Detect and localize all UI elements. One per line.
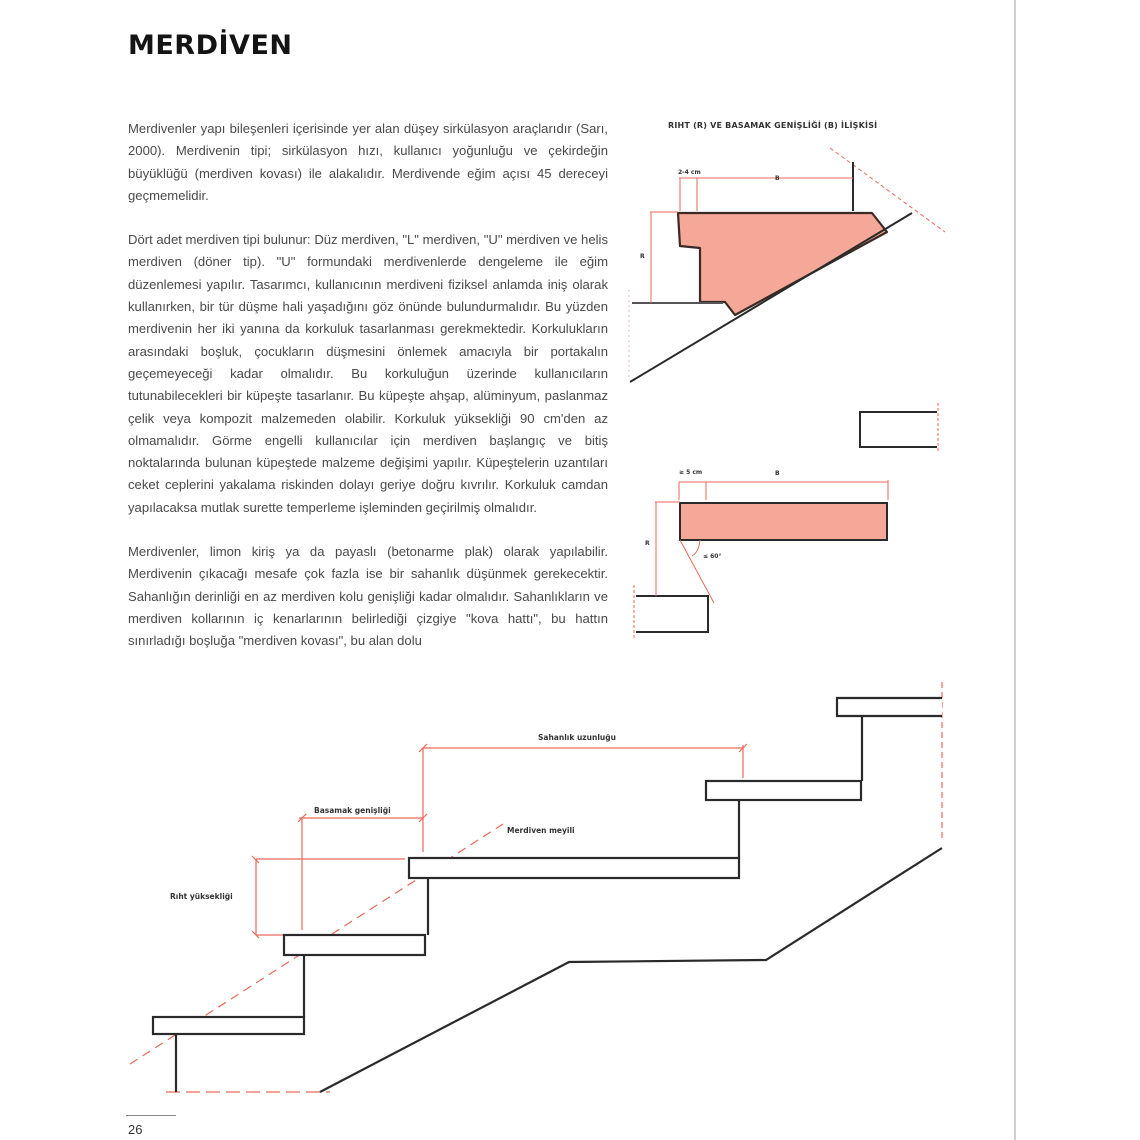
tread-label-2: B [775,470,780,477]
nosing-label-2: ≥ 5 cm [679,469,703,476]
page-title: MERDİVEN [128,30,293,61]
tread-label-1: B [775,175,780,182]
riser-height-label: Rıht yüksekliği [170,892,233,901]
angle-label: ≤ 60° [703,553,722,560]
stair-section [130,682,942,1092]
paragraph-types: Dört adet merdiven tipi bulunur: Düz merdiven, "L" merdiven, "U" merdiven ve helis merdiven (döner tip). "U" formundaki merdivenlerde dengeleme ile eğim düzenlemesi yapılır. Tasarımcı, kullanıcının merdiveni fiziksel anlamda iniş olarak kullanırken, bir tür düşme hali yaşadığını göz önünde bulundurmalıdır. Bu yüzden merdivenin her iki yanına da korkuluk tasarlanması gerekmektedir. Korkulukların arasındaki boşluk, çocukların düşmesini önlemek amacıyla bir portakalın geçemeyeceği kadar olmalıdır. Bu korkuluğun üzerinde kullanıcıların tutunabilecekleri bir küpeşte tasarlanır. Bu küpeşte ahşap, alüminyum, paslanmaz çelik veya kompozit malzemeden olabilir. Korkuluk yüksekliği 90 cm'den az olmamalıdır. Görme engelli kullanıcılar için merdiven başlangıç ve bitiş noktalarında bulunan küpeştede malzeme değişimi yapılır. Küpeştelerin uzantıları ceket ceplerini yakalama riskinden dolayı geriye doğru kıvrılır. Korkuluk camdan yapılacaksa mutlak surette temperleme işleminden geçirilmiş olmalıdır. [128,232,608,515]
tread-detail-1 [629,148,945,382]
paragraph-intro: Merdivenler yapı bileşenleri içerisinde yer alan düşey sirkülasyon araçlarıdır (Sarı, 2000). Merdivenin tipi; sirkülasyon hızı, kullanıcı yoğunluğu ve çekirdeğin büyüklüğü (merdiven kovası) ile alakalıdır. Merdivende eğim açısı 45 dereceyi geçmemelidir. [128,121,608,203]
riser-label-2: R [645,540,650,547]
riser-label-1: R [640,253,645,260]
page-number: 26 [128,1122,143,1137]
tread-width-label: Basamak genişliği [314,806,391,815]
paragraph-construction: Merdivenler, limon kiriş ya da payaslı (betonarme plak) olarak yapılabilir. Merdivenin çıkacağı mesafe çok fazla ise bir sahanlık düşünmek gerekecektir. Sahanlığın derinliği en az merdiven kolu genişliği kadar olmalıdır. Sahanlıkların ve merdiven kollarının iç kenarlarının belirlediği çizgiye "kova hattı", bu hattın sınırladığı boşluğa "merdiven kovası", bu alan dolu [128,544,608,649]
figure-caption: RIHT (R) VE BASAMAK GENİŞLİĞİ (B) İLİŞKİSİ [668,121,878,130]
tread-detail-2 [634,403,938,640]
landing-length-label: Sahanlık uzunluğu [538,733,616,742]
slope-label: Merdiven meyili [507,826,575,835]
footer-rule [126,1115,176,1116]
nosing-label-1: 2-4 cm [678,169,701,176]
